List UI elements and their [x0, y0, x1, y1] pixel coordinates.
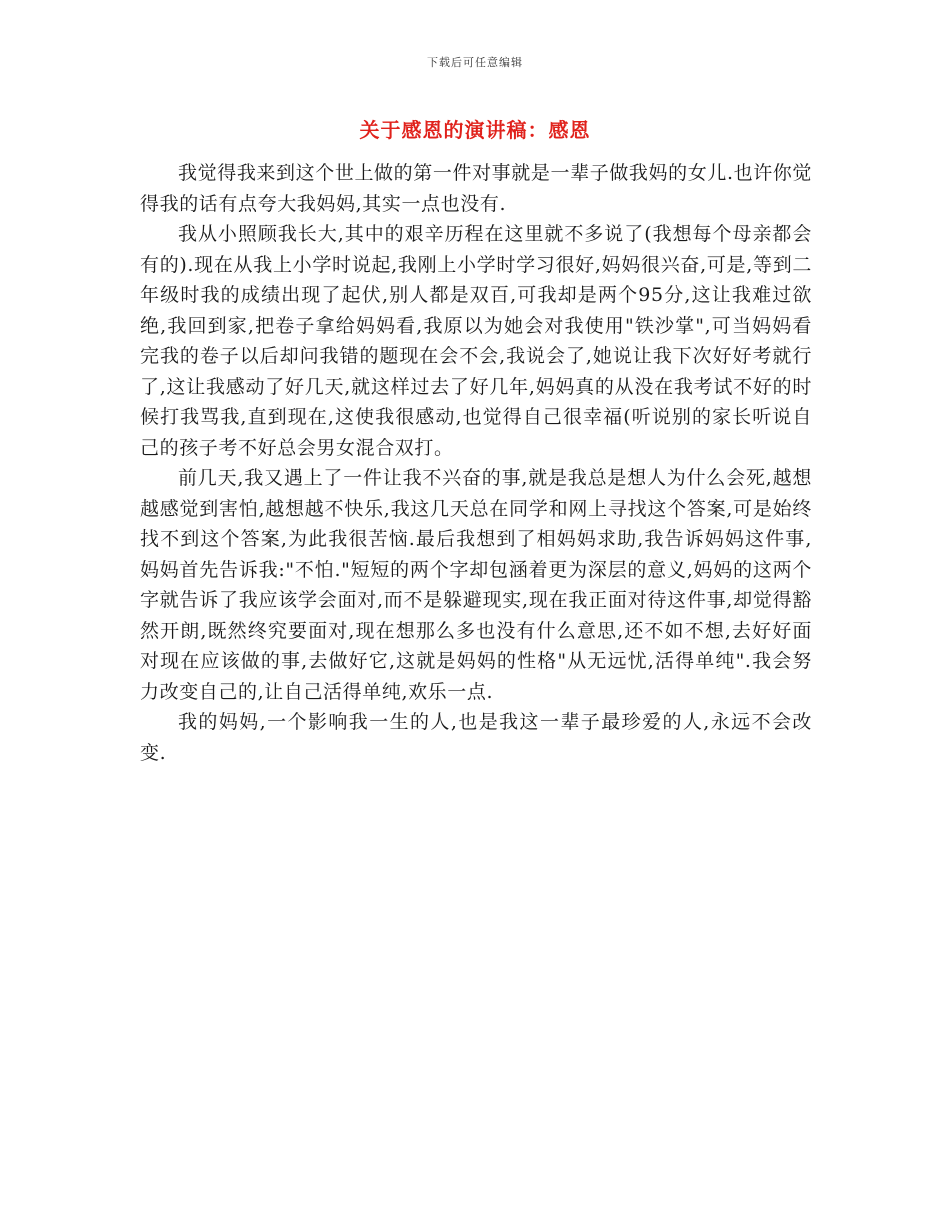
page-header: 下载后可任意编辑	[427, 56, 523, 69]
paragraph-4: 我的妈妈,一个影响我一生的人,也是我这一辈子最珍爱的人,永远不会改变.	[140, 711, 812, 764]
document-title: 关于感恩的演讲稿：感恩	[359, 118, 591, 142]
paragraph-2: 我从小照顾我长大,其中的艰辛历程在这里就不多说了(我想每个母亲都会有的).现在从我上小学时说起,我刚上小学时学习很好,妈妈很兴奋,可是,等到二年级时我的成绩出现了起伏,别人都是双百,可我却是两个95分,这让我难过欲绝,我回到家,把卷子拿给妈妈看,我原以为她会对我使用"铁沙掌",可当妈妈看完我的卷子以后却问我错的题现在会不会,我说会了,她说让我下次好好考就行了,这让我感动了好几天,就这样过去了好几年,妈妈真的从没在我考试不好的时候打我骂我,直到现在,这使我很感动,也觉得自己很幸福(听说别的家长听说自己的孩子考不好总会男女混合双打。	[140, 223, 812, 459]
paragraph-3: 前几天,我又遇上了一件让我不兴奋的事,就是我总是想人为什么会死,越想越感觉到害怕,越想越不快乐,我这几天总在同学和网上寻找这个答案,可是始终找不到这个答案,为此我很苦恼.最后我想到了相妈妈求助,我告诉妈妈这件事,妈妈首先告诉我:"不怕."短短的两个字却包涵着更为深层的意义,妈妈的这两个字就告诉了我应该学会面对,而不是躲避现实,现在我正面对待这件事,却觉得豁然开朗,既然终究要面对,现在想那么多也没有什么意思,还不如不想,去好好面对现在应该做的事,去做好它,这就是妈妈的性格"从无远忧,活得单纯".我会努力改变自己的,让自己活得单纯,欢乐一点.	[140, 467, 812, 703]
paragraph-1: 我觉得我来到这个世上做的第一件对事就是一辈子做我妈的女儿.也许你觉得我的话有点夸大我妈妈,其实一点也没有.	[140, 162, 812, 215]
document-body	[140, 158, 812, 768]
